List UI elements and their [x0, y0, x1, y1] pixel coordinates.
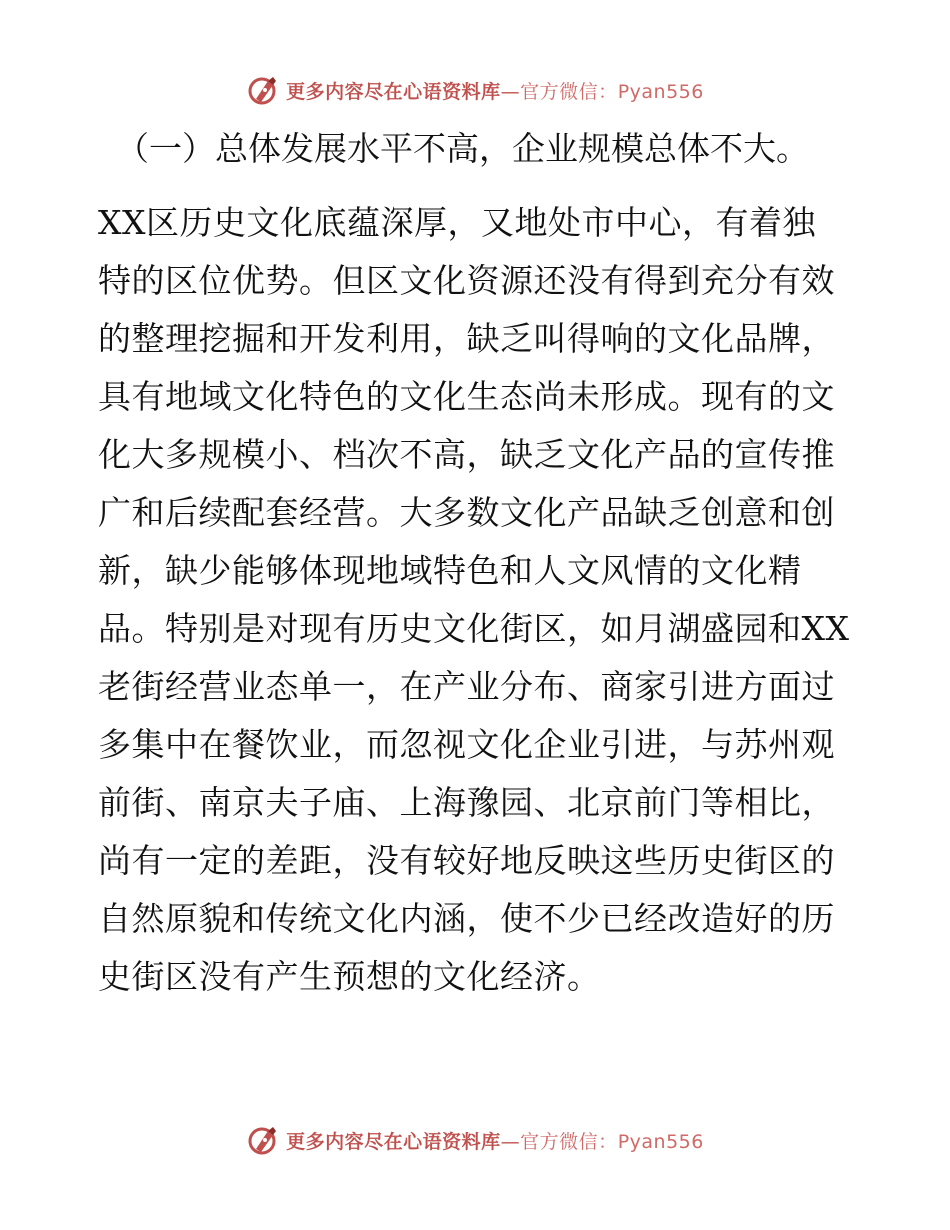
paragraph-line: 品。特别是对现有历史文化街区，如月湖盛园和XX: [98, 609, 850, 648]
pen-nib-logo-icon: [246, 73, 280, 107]
paragraph-line: 特的区位优势。但区文化资源还没有得到充分有效: [98, 261, 835, 300]
banner-wechat-label: 官方微信：: [520, 80, 618, 103]
paragraph-line: 史街区没有产生预想的文化经济。: [98, 957, 601, 996]
body-paragraph: [98, 194, 898, 1006]
paragraph-line: 具有地域文化特色的文化生态尚未形成。现有的文: [98, 377, 835, 416]
banner-text: [286, 1127, 704, 1154]
section-heading: （一）总体发展水平不高，企业规模总体不大。: [116, 129, 809, 168]
paragraph-line: 新，缺少能够体现地域特色和人文风情的文化精: [98, 551, 802, 590]
paragraph-line: 前街、南京夫子庙、上海豫园、北京前门等相比，: [98, 783, 835, 822]
banner-wechat-label: 官方微信：: [520, 1130, 618, 1153]
banner-brand: 更多内容尽在心语资料库: [286, 1130, 501, 1153]
banner-text: [286, 77, 704, 104]
banner-wechat-id: Pyan556: [617, 80, 704, 103]
paragraph-line: 多集中在餐饮业，而忽视文化企业引进，与苏州观: [98, 725, 835, 764]
banner-wechat-id: Pyan556: [617, 1130, 704, 1153]
paragraph-line: 老街经营业态单一，在产业分布、商家引进方面过: [98, 667, 835, 706]
paragraph-line: 尚有一定的差距，没有较好地反映这些历史街区的: [98, 841, 835, 880]
paragraph-line: XX区历史文化底蕴深厚，又地处市中心，有着独: [98, 203, 816, 242]
paragraph-line: 化大多规模小、档次不高，缺乏文化产品的宣传推: [98, 435, 835, 474]
paragraph-line: 广和后续配套经营。大多数文化产品缺乏创意和创: [98, 493, 835, 532]
header-banner: [0, 70, 950, 110]
banner-separator: —: [500, 80, 521, 103]
footer-banner: [0, 1120, 950, 1160]
pen-nib-logo-icon: [246, 1123, 280, 1157]
paragraph-line: 的整理挖掘和开发利用，缺乏叫得响的文化品牌，: [98, 319, 835, 358]
paragraph-line: 自然原貌和传统文化内涵，使不少已经改造好的历: [98, 899, 835, 938]
banner-separator: —: [500, 1130, 521, 1153]
banner-brand: 更多内容尽在心语资料库: [286, 80, 501, 103]
